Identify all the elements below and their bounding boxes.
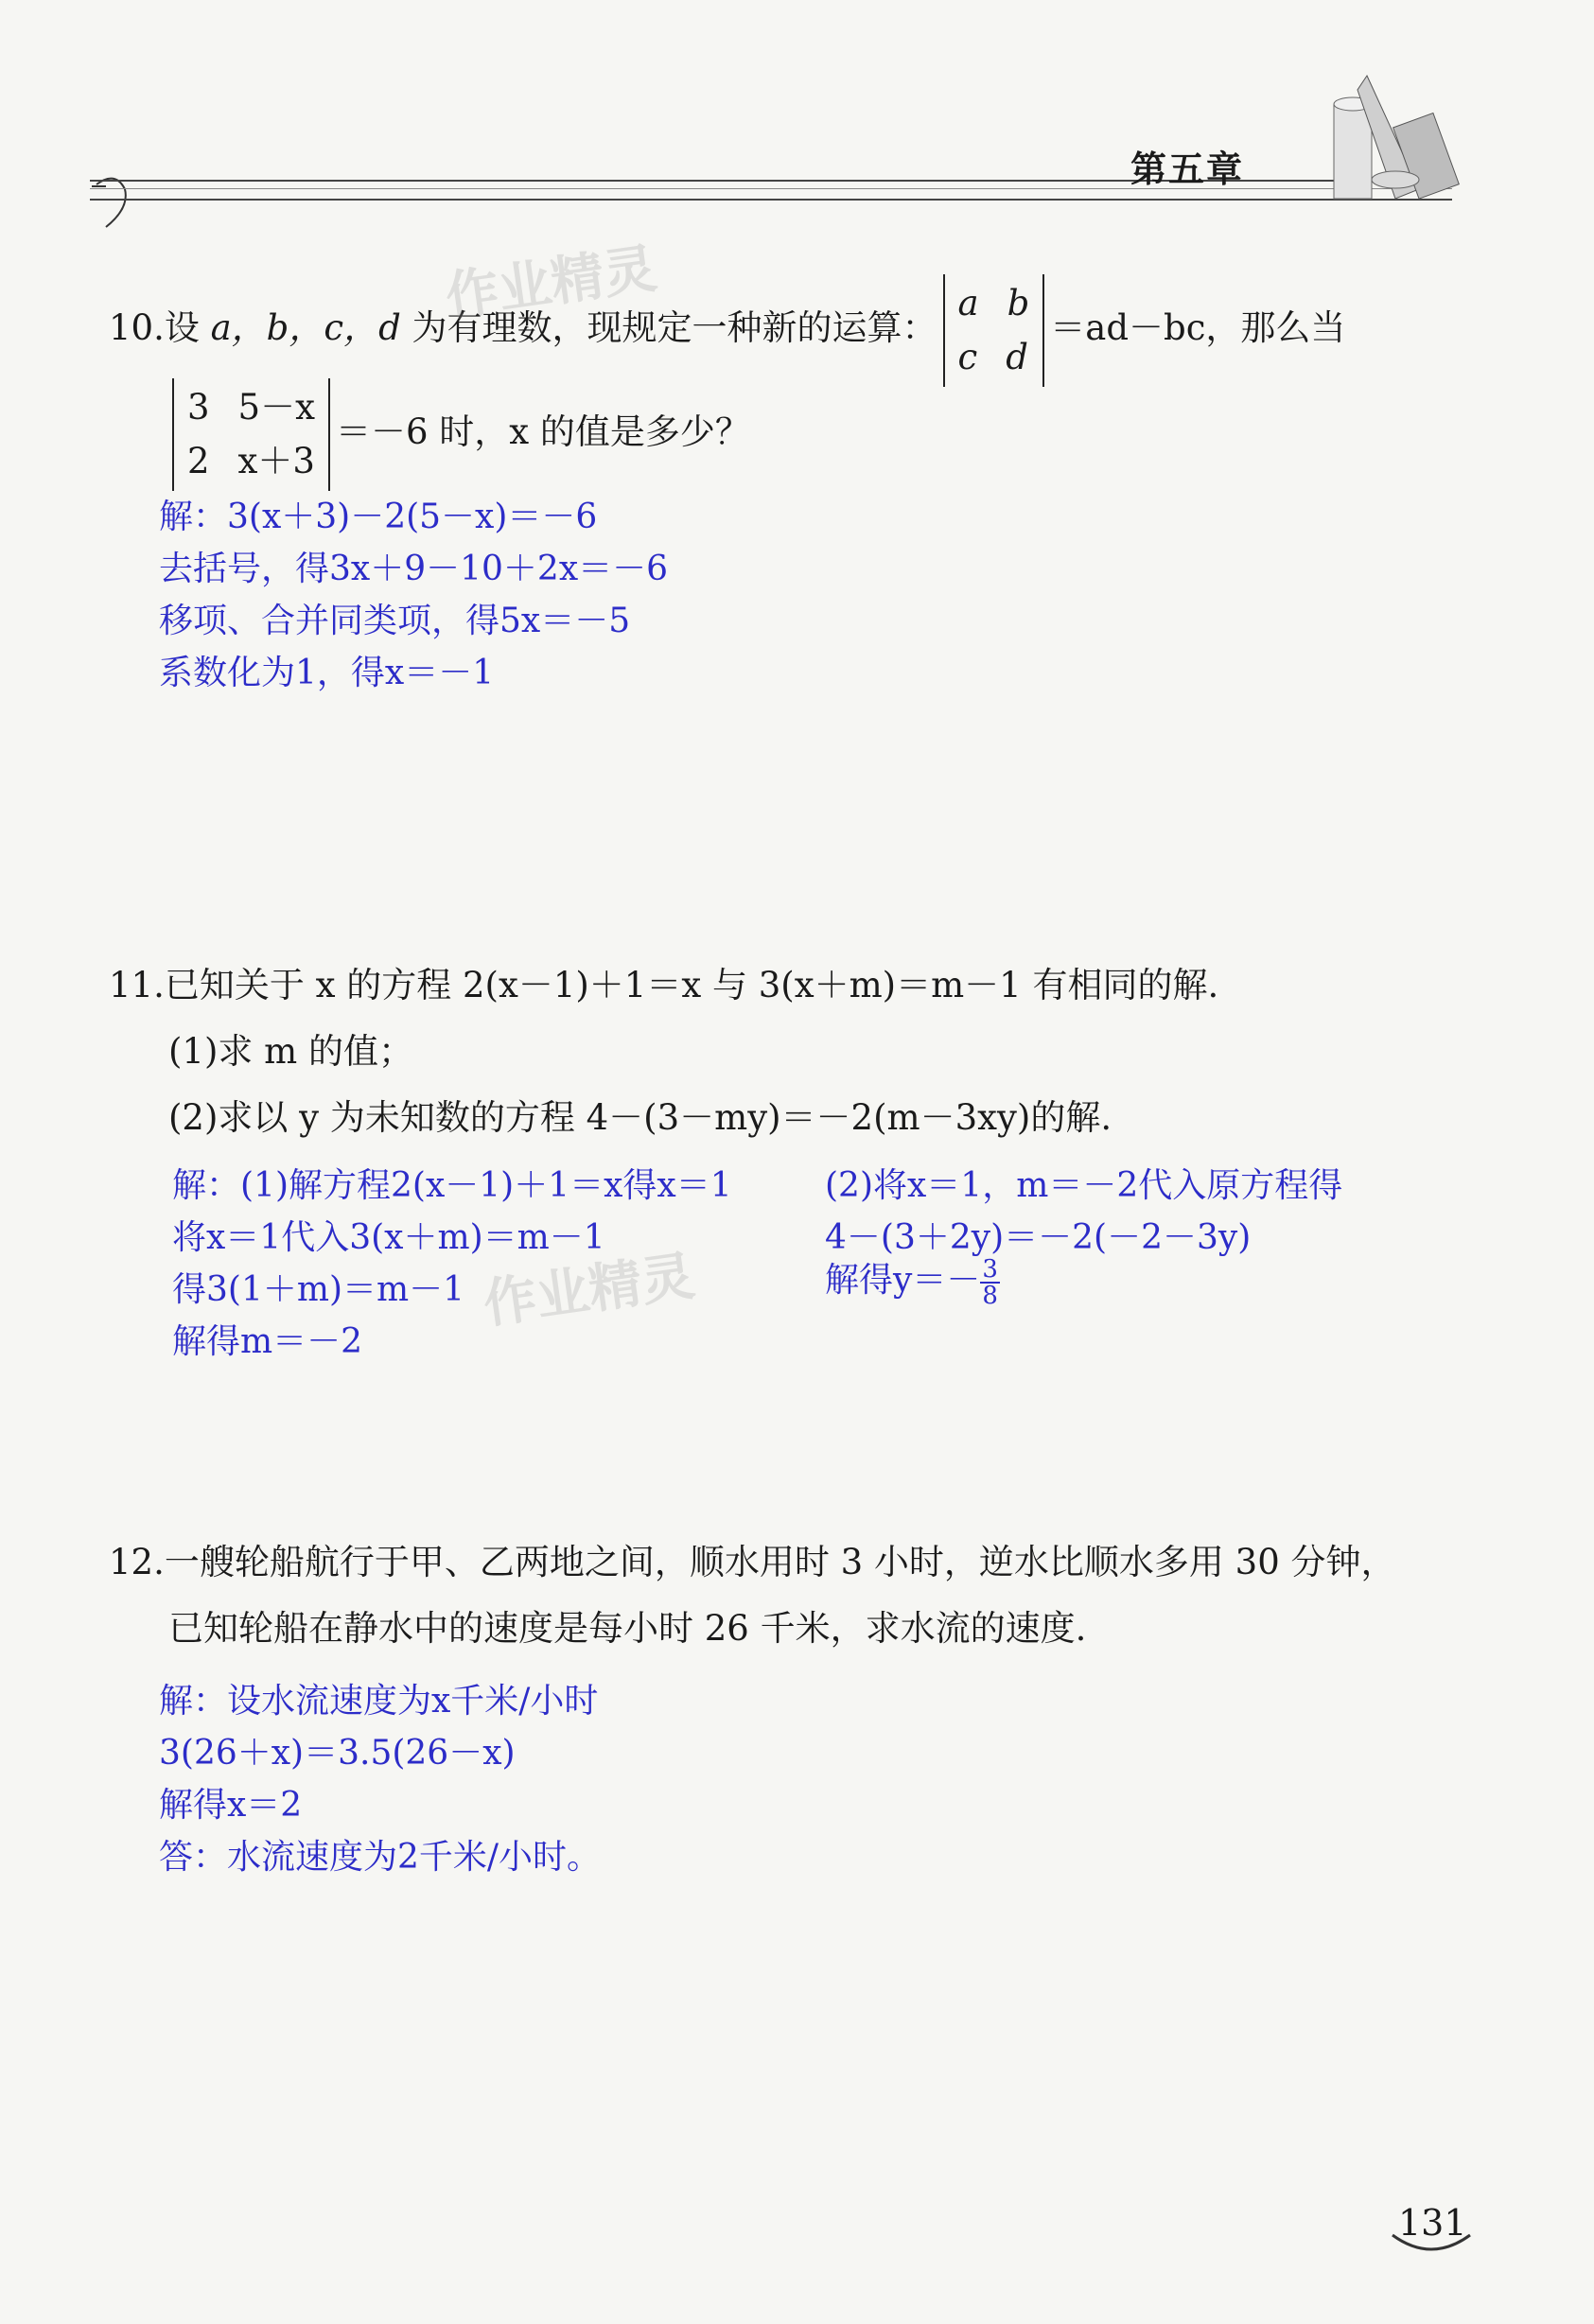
- q10-line2: 3 5－x 2 x＋3 ＝－6 时，x 的值是多少？: [172, 378, 750, 491]
- q11-line1: 11.已知关于 x 的方程 2(x－1)＋1＝x 与 3(x＋m)＝m－1 有相同的解.: [109, 965, 1219, 1005]
- q11-part1: (1)求 m 的值；: [168, 1031, 414, 1072]
- q12-answer-3: 解得x＝2: [159, 1786, 303, 1825]
- q11-answer-left-1: 解：(1)解方程2(x－1)＋1＝x得x＝1: [172, 1166, 732, 1205]
- watermark-top: 作业精灵: [442, 237, 661, 329]
- q12-answer-2: 3(26＋x)＝3.5(26－x): [159, 1734, 516, 1773]
- determinant-numeric: 3 5－x 2 x＋3: [172, 378, 330, 491]
- determinant-abcd: a b c d: [943, 274, 1045, 387]
- q12-answer-4: 答：水流速度为2千米/小时。: [159, 1838, 602, 1877]
- q10-answer-2: 去括号，得3x＋9－10＋2x＝－6: [159, 550, 669, 588]
- q11-answer-right-1: (2)将x＝1，m＝－2代入原方程得: [825, 1166, 1343, 1205]
- fraction: $\frac{3}{8}$: [982, 1255, 998, 1310]
- q11-answer-left-2: 将x＝1代入3(x＋m)＝m－1: [172, 1218, 605, 1257]
- q11-part2: (2)求以 y 为未知数的方程 4－(3－my)＝－2(m－3xy)的解.: [168, 1097, 1112, 1138]
- watermark-middle: 作业精灵: [480, 1245, 699, 1337]
- q11-answer-right-3: 解得y＝－ $\frac{3}{8}$: [825, 1255, 998, 1310]
- q12-line2: 已知轮船在静水中的速度是每小时 26 千米，求水流的速度.: [168, 1608, 1087, 1649]
- q11-answer-left-4: 解得m＝－2: [172, 1322, 363, 1361]
- q10-line1: 10.设 a，b，c，d 为有理数，现规定一种新的运算： a b c d ＝ad－bc，那么当: [109, 274, 1345, 387]
- q10-answer-4: 系数化为1，得x＝－1: [159, 654, 495, 692]
- header-rule-inner: [90, 188, 1452, 189]
- page-number: 131: [1398, 2202, 1467, 2244]
- q10-answer-1: 解：3(x＋3)－2(5－x)＝－6: [159, 498, 598, 536]
- q11-answer-right-2: 4－(3＋2y)＝－2(－2－3y): [825, 1218, 1252, 1257]
- page-number-swoosh-icon: [1391, 2230, 1472, 2259]
- chapter-title: 第五章: [1130, 148, 1245, 190]
- q10-answer-3: 移项、合并同类项，得5x＝－5: [159, 602, 631, 640]
- q11-answer-left-3: 得3(1＋m)＝m－1: [172, 1270, 465, 1309]
- geometric-solids-icon: [1315, 66, 1476, 208]
- q12-line1: 12.一艘轮船航行于甲、乙两地之间，顺水用时 3 小时，逆水比顺水多用 30 分钟，: [109, 1542, 1396, 1582]
- header-rule: [90, 180, 1452, 201]
- q12-answer-1: 解：设水流速度为x千米/小时: [159, 1682, 599, 1721]
